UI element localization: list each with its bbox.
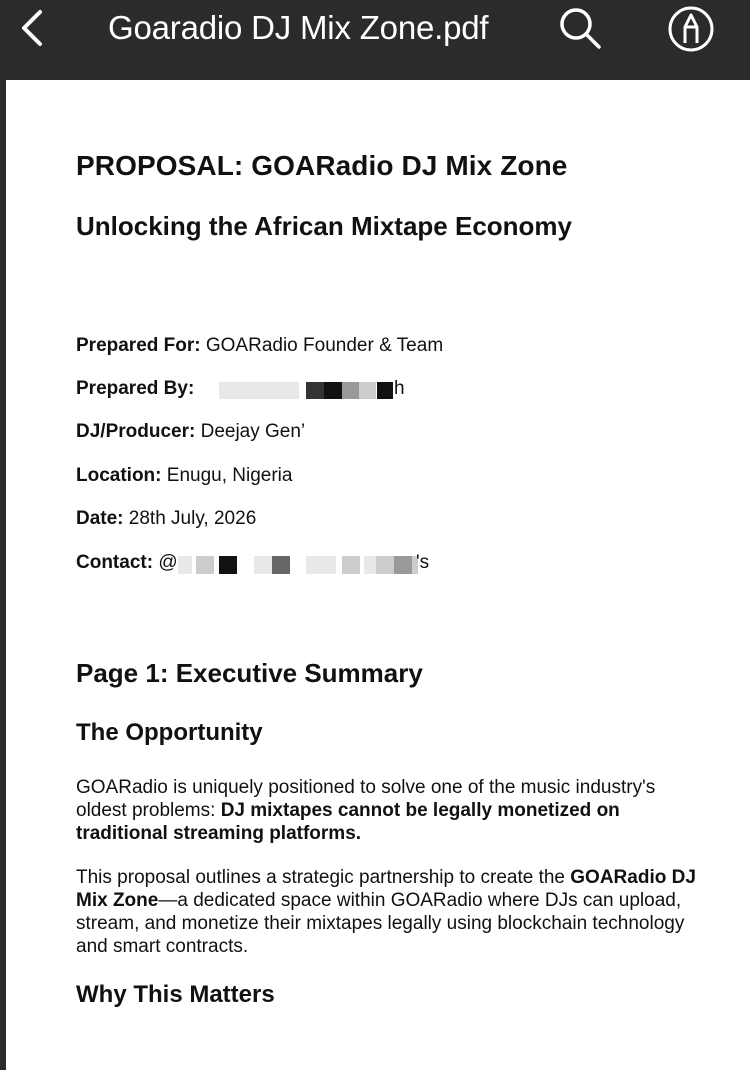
meta-value: @ xyxy=(158,552,178,573)
redaction-block xyxy=(359,382,376,399)
meta-prepared-by xyxy=(76,378,194,400)
chevron-left-icon xyxy=(18,8,46,48)
paragraph-proposal xyxy=(76,866,696,958)
paragraph-text: —a dedicated space within GOARadio where DJs can upload, stream, and monetize their mixtapes legally using blockchain technology and smart contracts. xyxy=(76,890,685,957)
opportunity-heading: The Opportunity xyxy=(76,719,263,746)
meta-label: Location: xyxy=(76,465,162,486)
meta-value: GOARadio Founder & Team xyxy=(205,335,444,356)
redaction-block xyxy=(254,556,272,574)
redaction-block xyxy=(394,556,412,574)
redaction-block xyxy=(306,556,336,574)
paragraph-text: GOARadio is uniquely positioned to solve one of the music industry's oldest problems: xyxy=(76,777,656,821)
redaction-block xyxy=(376,556,394,574)
meta-value: Deejay Gen’ xyxy=(200,421,306,442)
meta-contact xyxy=(76,552,178,574)
redaction-block xyxy=(342,382,359,399)
redaction-block xyxy=(324,382,342,399)
redaction-block xyxy=(219,382,299,399)
meta-prepared-for xyxy=(76,335,443,357)
meta-value: 28th July, 2026 xyxy=(128,508,257,529)
section-title: Page 1: Executive Summary xyxy=(76,658,423,688)
redaction-block xyxy=(178,556,192,574)
meta-date xyxy=(76,508,256,530)
document-title: Goaradio DJ Mix Zone.pdf xyxy=(108,9,489,46)
redaction-block xyxy=(219,556,237,574)
search-icon xyxy=(557,5,603,51)
paragraph-bold: GOARadio DJ Mix Zone xyxy=(76,867,696,911)
meta-label: Date: xyxy=(76,508,124,529)
redaction-block xyxy=(342,556,360,574)
redaction-block xyxy=(377,382,393,399)
meta-location xyxy=(76,465,292,487)
meta-label: Prepared For: xyxy=(76,335,201,356)
pdf-page[interactable] xyxy=(6,80,750,1070)
redaction-block xyxy=(196,556,214,574)
markup-pen-icon xyxy=(667,5,715,53)
meta-value: Enugu, Nigeria xyxy=(166,465,293,486)
why-heading: Why This Matters xyxy=(76,981,275,1008)
meta-dj-producer xyxy=(76,421,305,443)
redaction-block xyxy=(272,556,290,574)
meta-label: Prepared By: xyxy=(76,378,195,399)
meta-value-tail: 's xyxy=(416,552,430,573)
doc-title: PROPOSAL: GOARadio DJ Mix Zone xyxy=(76,150,568,181)
doc-subtitle: Unlocking the African Mixtape Economy xyxy=(76,211,573,241)
paragraph-bold: DJ mixtapes cannot be legally monetized on traditional streaming platforms. xyxy=(76,800,620,844)
meta-label: DJ/Producer: xyxy=(76,421,196,442)
redaction-block xyxy=(364,556,376,574)
markup-button[interactable] xyxy=(666,4,716,54)
meta-label: Contact: xyxy=(76,552,154,573)
back-button[interactable] xyxy=(14,6,50,50)
meta-value-tail: h xyxy=(394,378,405,399)
toolbar xyxy=(0,0,750,72)
paragraph-opportunity xyxy=(76,776,696,845)
search-button[interactable] xyxy=(556,4,604,52)
paragraph-text: This proposal outlines a strategic partnership to create the xyxy=(76,867,571,888)
redaction-block xyxy=(306,382,324,399)
